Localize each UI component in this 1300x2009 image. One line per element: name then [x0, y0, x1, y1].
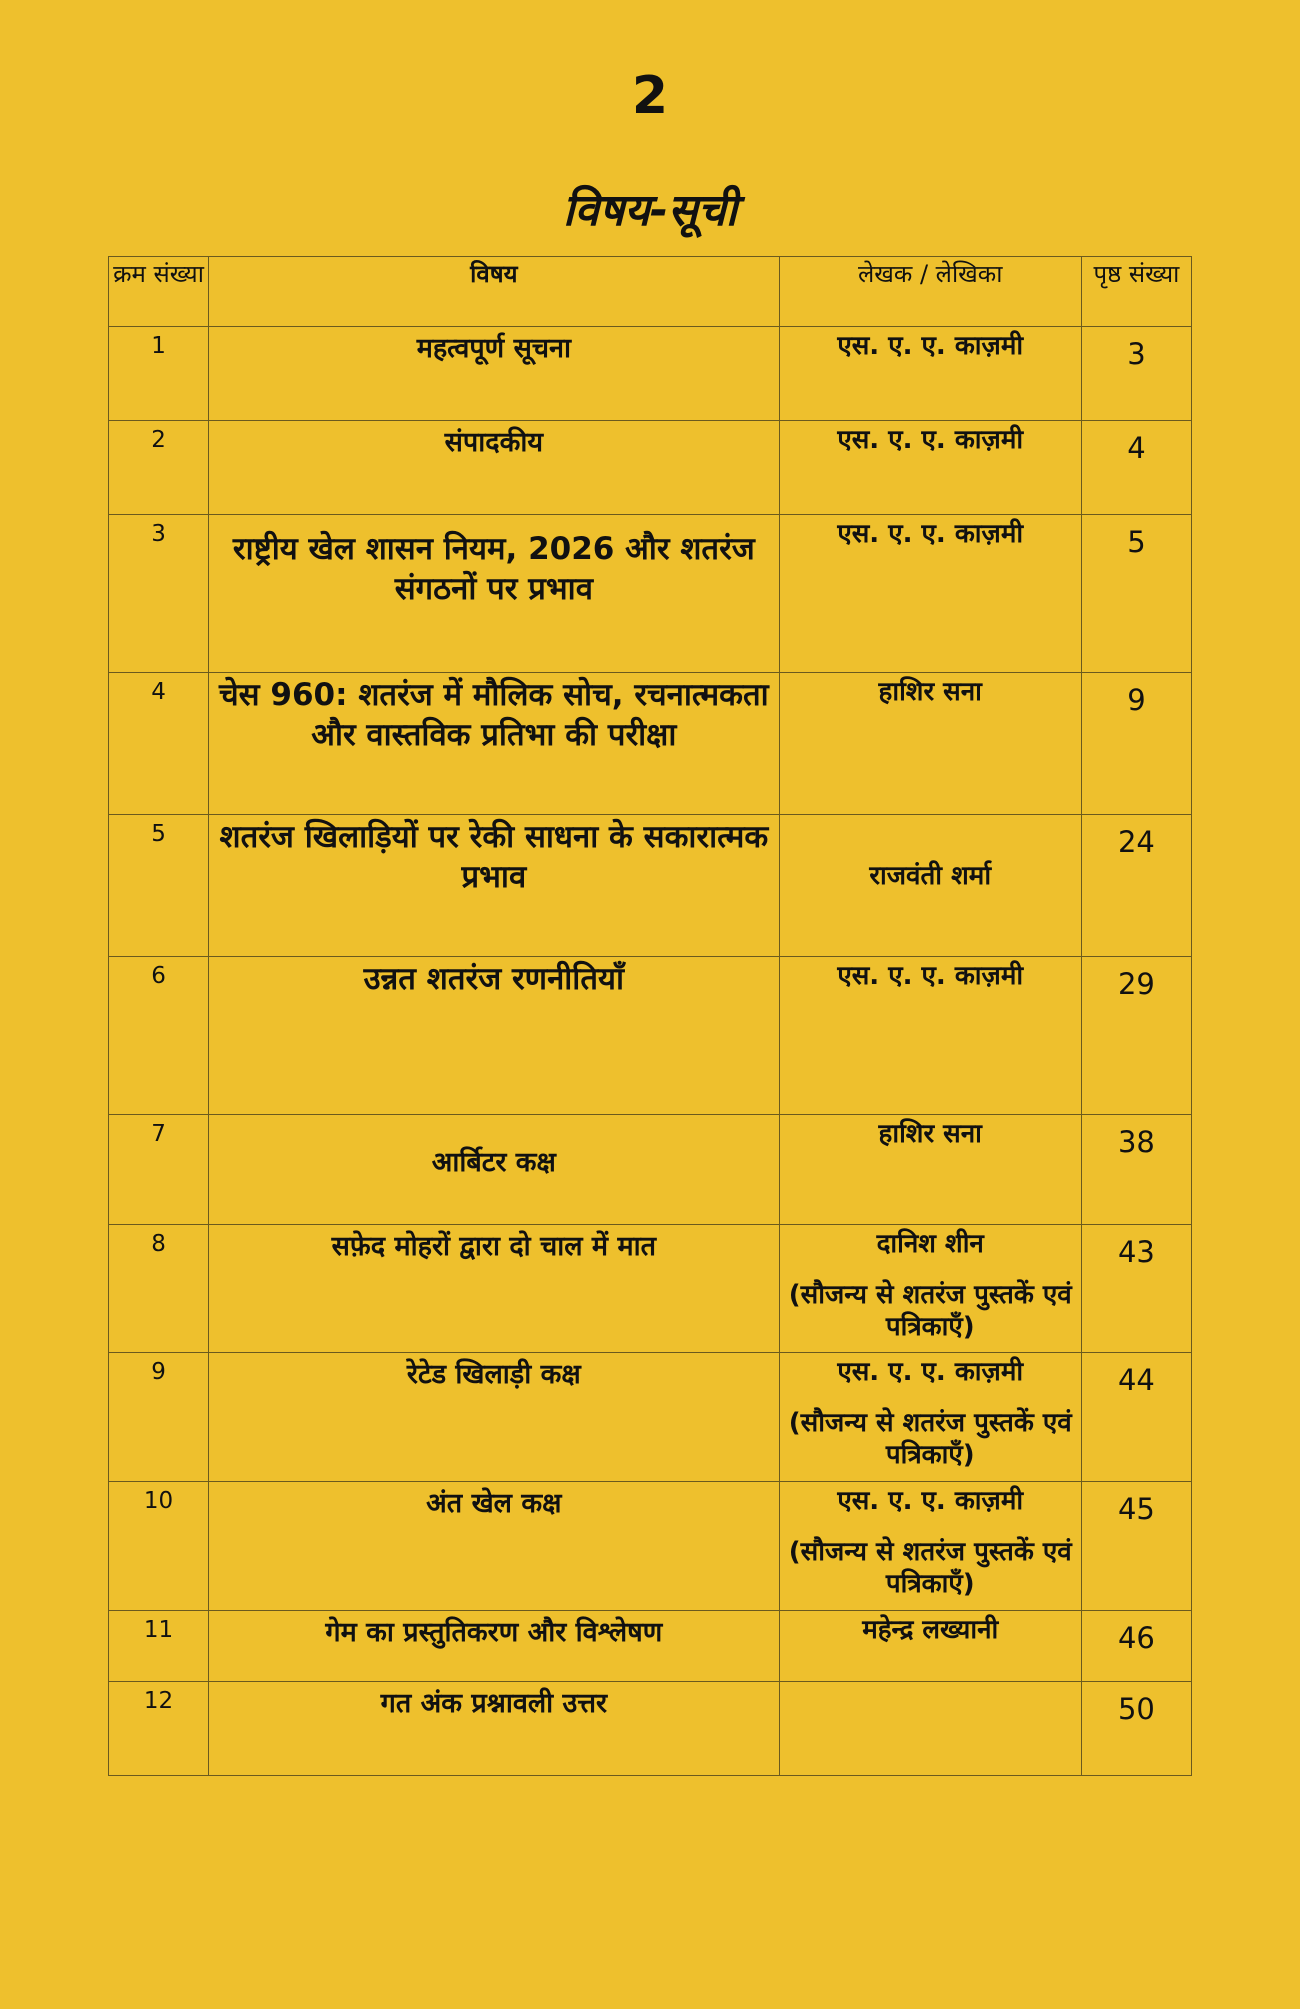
- courtesy-note: (सौजन्य से शतरंज पुस्तकें एवं पत्रिकाएँ): [788, 1280, 1072, 1342]
- author-name: राजवंती शर्मा: [869, 861, 992, 891]
- author-name: एस. ए. ए. काज़मी: [837, 331, 1024, 361]
- author-name: हाशिर सना: [878, 1119, 982, 1149]
- table-row: [109, 1611, 1192, 1682]
- page-number: 2: [631, 66, 669, 126]
- header-author: लेखक / लेखिका: [779, 257, 1081, 327]
- author-name: हाशिर सना: [878, 677, 982, 707]
- row-serial-number: 5: [109, 815, 209, 957]
- table-row: [109, 421, 1192, 515]
- header-serial-number: क्रम संख्या: [109, 257, 209, 327]
- row-serial-number: 8: [109, 1225, 209, 1353]
- row-page-number: 9: [1081, 673, 1191, 815]
- row-page-number: 38: [1081, 1115, 1191, 1225]
- row-serial-number: 3: [109, 515, 209, 673]
- table-row: [109, 1482, 1192, 1611]
- row-subject[interactable]: अंत खेल कक्ष: [209, 1482, 780, 1611]
- toc-title: विषय-सूची: [562, 185, 738, 236]
- row-subject[interactable]: आर्बिटर कक्ष: [209, 1115, 780, 1225]
- row-page-number: 45: [1081, 1482, 1191, 1611]
- row-subject[interactable]: चेस 960: शतरंज में मौलिक सोच, रचनात्मकता और वास्तविक प्रतिभा की परीक्षा: [209, 673, 780, 815]
- row-page-number: 50: [1081, 1682, 1191, 1776]
- row-author: [779, 421, 1081, 515]
- row-subject[interactable]: गत अंक प्रश्नावली उत्तर: [209, 1682, 780, 1776]
- table-row: [109, 1115, 1192, 1225]
- row-serial-number: 11: [109, 1611, 209, 1682]
- row-serial-number: 7: [109, 1115, 209, 1225]
- row-serial-number: 2: [109, 421, 209, 515]
- table-header-row: [109, 257, 1192, 327]
- table-row: [109, 1682, 1192, 1776]
- author-name: एस. ए. ए. काज़मी: [837, 961, 1024, 991]
- header-page-number: पृष्ठ संख्या: [1081, 257, 1191, 327]
- author-name: एस. ए. ए. काज़मी: [837, 1486, 1024, 1516]
- row-author: [779, 1611, 1081, 1682]
- row-author: [779, 1225, 1081, 1353]
- header-subject: विषय: [209, 257, 780, 327]
- author-name: एस. ए. ए. काज़मी: [837, 1357, 1024, 1387]
- row-subject[interactable]: सफ़ेद मोहरों द्वारा दो चाल में मात: [209, 1225, 780, 1353]
- table-row: [109, 327, 1192, 421]
- author-name: एस. ए. ए. काज़मी: [837, 425, 1024, 455]
- row-author: [779, 957, 1081, 1115]
- row-subject[interactable]: शतरंज खिलाड़ियों पर रेकी साधना के सकारात्मक प्रभाव: [209, 815, 780, 957]
- author-name: महेन्द्र लख्यानी: [862, 1615, 999, 1645]
- row-author: [779, 1115, 1081, 1225]
- row-page-number: 29: [1081, 957, 1191, 1115]
- row-page-number: 44: [1081, 1353, 1191, 1482]
- contents-table: [108, 256, 1192, 1776]
- row-serial-number: 1: [109, 327, 209, 421]
- row-subject[interactable]: उन्नत शतरंज रणनीतियाँ: [209, 957, 780, 1115]
- row-serial-number: 6: [109, 957, 209, 1115]
- row-page-number: 3: [1081, 327, 1191, 421]
- table-row: [109, 1353, 1192, 1482]
- table-row: [109, 957, 1192, 1115]
- row-author: [779, 673, 1081, 815]
- row-page-number: 46: [1081, 1611, 1191, 1682]
- row-subject[interactable]: गेम का प्रस्तुतिकरण और विश्लेषण: [209, 1611, 780, 1682]
- row-serial-number: 4: [109, 673, 209, 815]
- row-serial-number: 12: [109, 1682, 209, 1776]
- table-row: [109, 1225, 1192, 1353]
- row-subject[interactable]: संपादकीय: [209, 421, 780, 515]
- row-author: [779, 1482, 1081, 1611]
- table-row: [109, 515, 1192, 673]
- row-author: [779, 327, 1081, 421]
- row-page-number: 4: [1081, 421, 1191, 515]
- row-serial-number: 10: [109, 1482, 209, 1611]
- row-author: [779, 1682, 1081, 1776]
- row-subject[interactable]: राष्ट्रीय खेल शासन नियम, 2026 और शतरंज संगठनों पर प्रभाव: [209, 515, 780, 673]
- row-serial-number: 9: [109, 1353, 209, 1482]
- row-author: [779, 515, 1081, 673]
- table-row: [109, 673, 1192, 815]
- courtesy-note: (सौजन्य से शतरंज पुस्तकें एवं पत्रिकाएँ): [788, 1537, 1072, 1599]
- row-author: [779, 1353, 1081, 1482]
- author-name: दानिश शीन: [876, 1229, 984, 1259]
- row-page-number: 24: [1081, 815, 1191, 957]
- author-name: एस. ए. ए. काज़मी: [837, 519, 1024, 549]
- row-subject[interactable]: महत्वपूर्ण सूचना: [209, 327, 780, 421]
- row-author: [779, 815, 1081, 957]
- row-page-number: 43: [1081, 1225, 1191, 1353]
- courtesy-note: (सौजन्य से शतरंज पुस्तकें एवं पत्रिकाएँ): [788, 1408, 1072, 1470]
- table-row: [109, 815, 1192, 957]
- row-page-number: 5: [1081, 515, 1191, 673]
- row-subject[interactable]: रेटेड खिलाड़ी कक्ष: [209, 1353, 780, 1482]
